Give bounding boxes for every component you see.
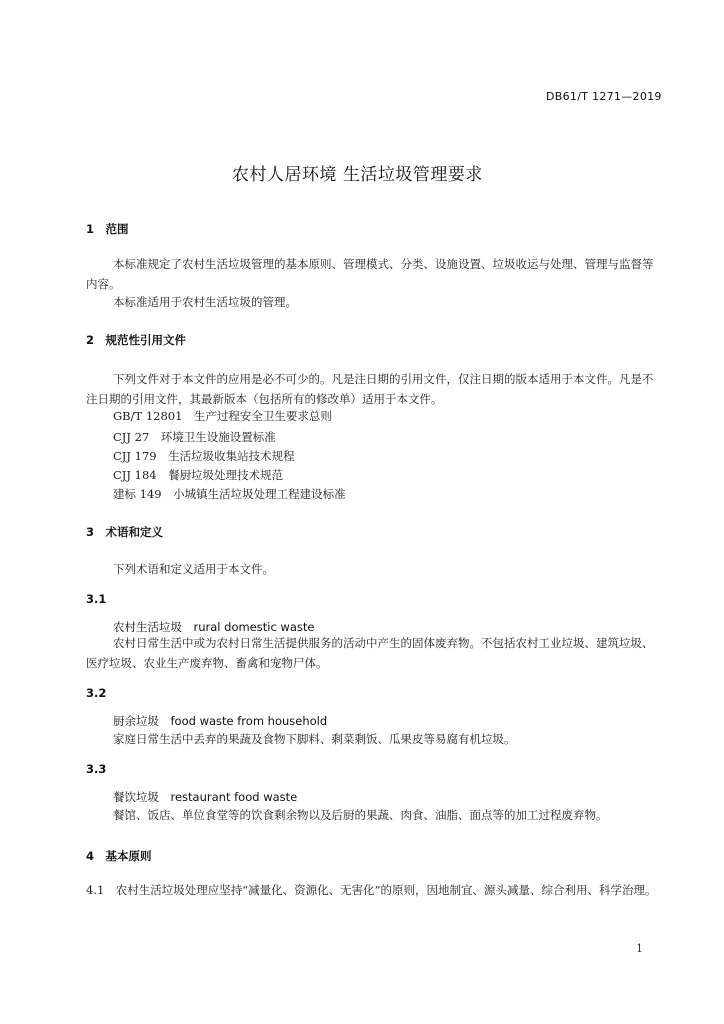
section-3-heading: 3 术语和定义 <box>86 525 164 539</box>
reference-item: CJJ 179 生活垃圾收集站技术规程 <box>113 449 295 463</box>
page-title: 农村人居环境 生活垃圾管理要求 <box>232 165 483 185</box>
term-3-2-title: 厨余垃圾 food waste from household <box>113 714 328 728</box>
section-4-heading: 4 基本原则 <box>86 849 152 863</box>
reference-item: CJJ 184 餐厨垃圾处理技术规范 <box>113 468 284 482</box>
section-2-paragraph-1: 下列文件对于本文件的应用是必不可少的。凡是注日期的引用文件，仅注日期的版本适用于本文件。凡是不注日期的引用文件，其最新版本（包括所有的修改单）适用于本文件。 <box>86 372 654 406</box>
standard-code: DB61/T 1271—2019 <box>546 90 662 103</box>
term-3-1-title: 农村生活垃圾 rural domestic waste <box>113 620 315 634</box>
section-1-heading: 1 范围 <box>86 222 129 236</box>
section-1-paragraph-2: 本标准适用于农村生活垃圾的管理。 <box>113 295 297 309</box>
section-3-intro: 下列术语和定义适用于本文件。 <box>113 562 274 576</box>
page-number: 1 <box>636 942 643 955</box>
section-1-paragraph-1: 本标准规定了农村生活垃圾管理的基本原则、管理模式、分类、设施设置、垃圾收运与处理、管理与监督等内容。 <box>86 257 654 291</box>
term-3-3-number: 3.3 <box>86 762 107 776</box>
term-3-2-definition: 家庭日常生活中丢弃的果蔬及食物下脚料、剩菜剩饭、瓜果皮等易腐有机垃圾。 <box>113 732 516 746</box>
section-2-heading: 2 规范性引用文件 <box>86 333 187 347</box>
term-3-1-definition: 农村日常生活中或为农村日常生活提供服务的活动中产生的固体废弃物。不包括农村工业垃圾、建筑垃圾、医疗垃圾、农业生产废弃物、畜禽和宠物尸体。 <box>86 636 654 670</box>
term-3-2-number: 3.2 <box>86 686 107 700</box>
reference-item: CJJ 27 环境卫生设施设置标准 <box>113 430 276 444</box>
term-3-3-title: 餐饮垃圾 restaurant food waste <box>113 790 298 804</box>
term-3-1-number: 3.1 <box>86 592 107 606</box>
reference-item: 建标 149 小城镇生活垃圾处理工程建设标准 <box>113 487 346 501</box>
section-4-paragraph-1: 4.1 农村生活垃圾处理应坚持“减量化、资源化、无害化”的原则，因地制宜、源头减量、综合利用、科学治理。 <box>86 883 657 897</box>
reference-item: GB/T 12801 生产过程安全卫生要求总则 <box>113 409 332 423</box>
term-3-3-definition: 餐馆、饭店、单位食堂等的饮食剩余物以及后厨的果蔬、肉食、油脂、面点等的加工过程废弃物。 <box>113 808 608 822</box>
